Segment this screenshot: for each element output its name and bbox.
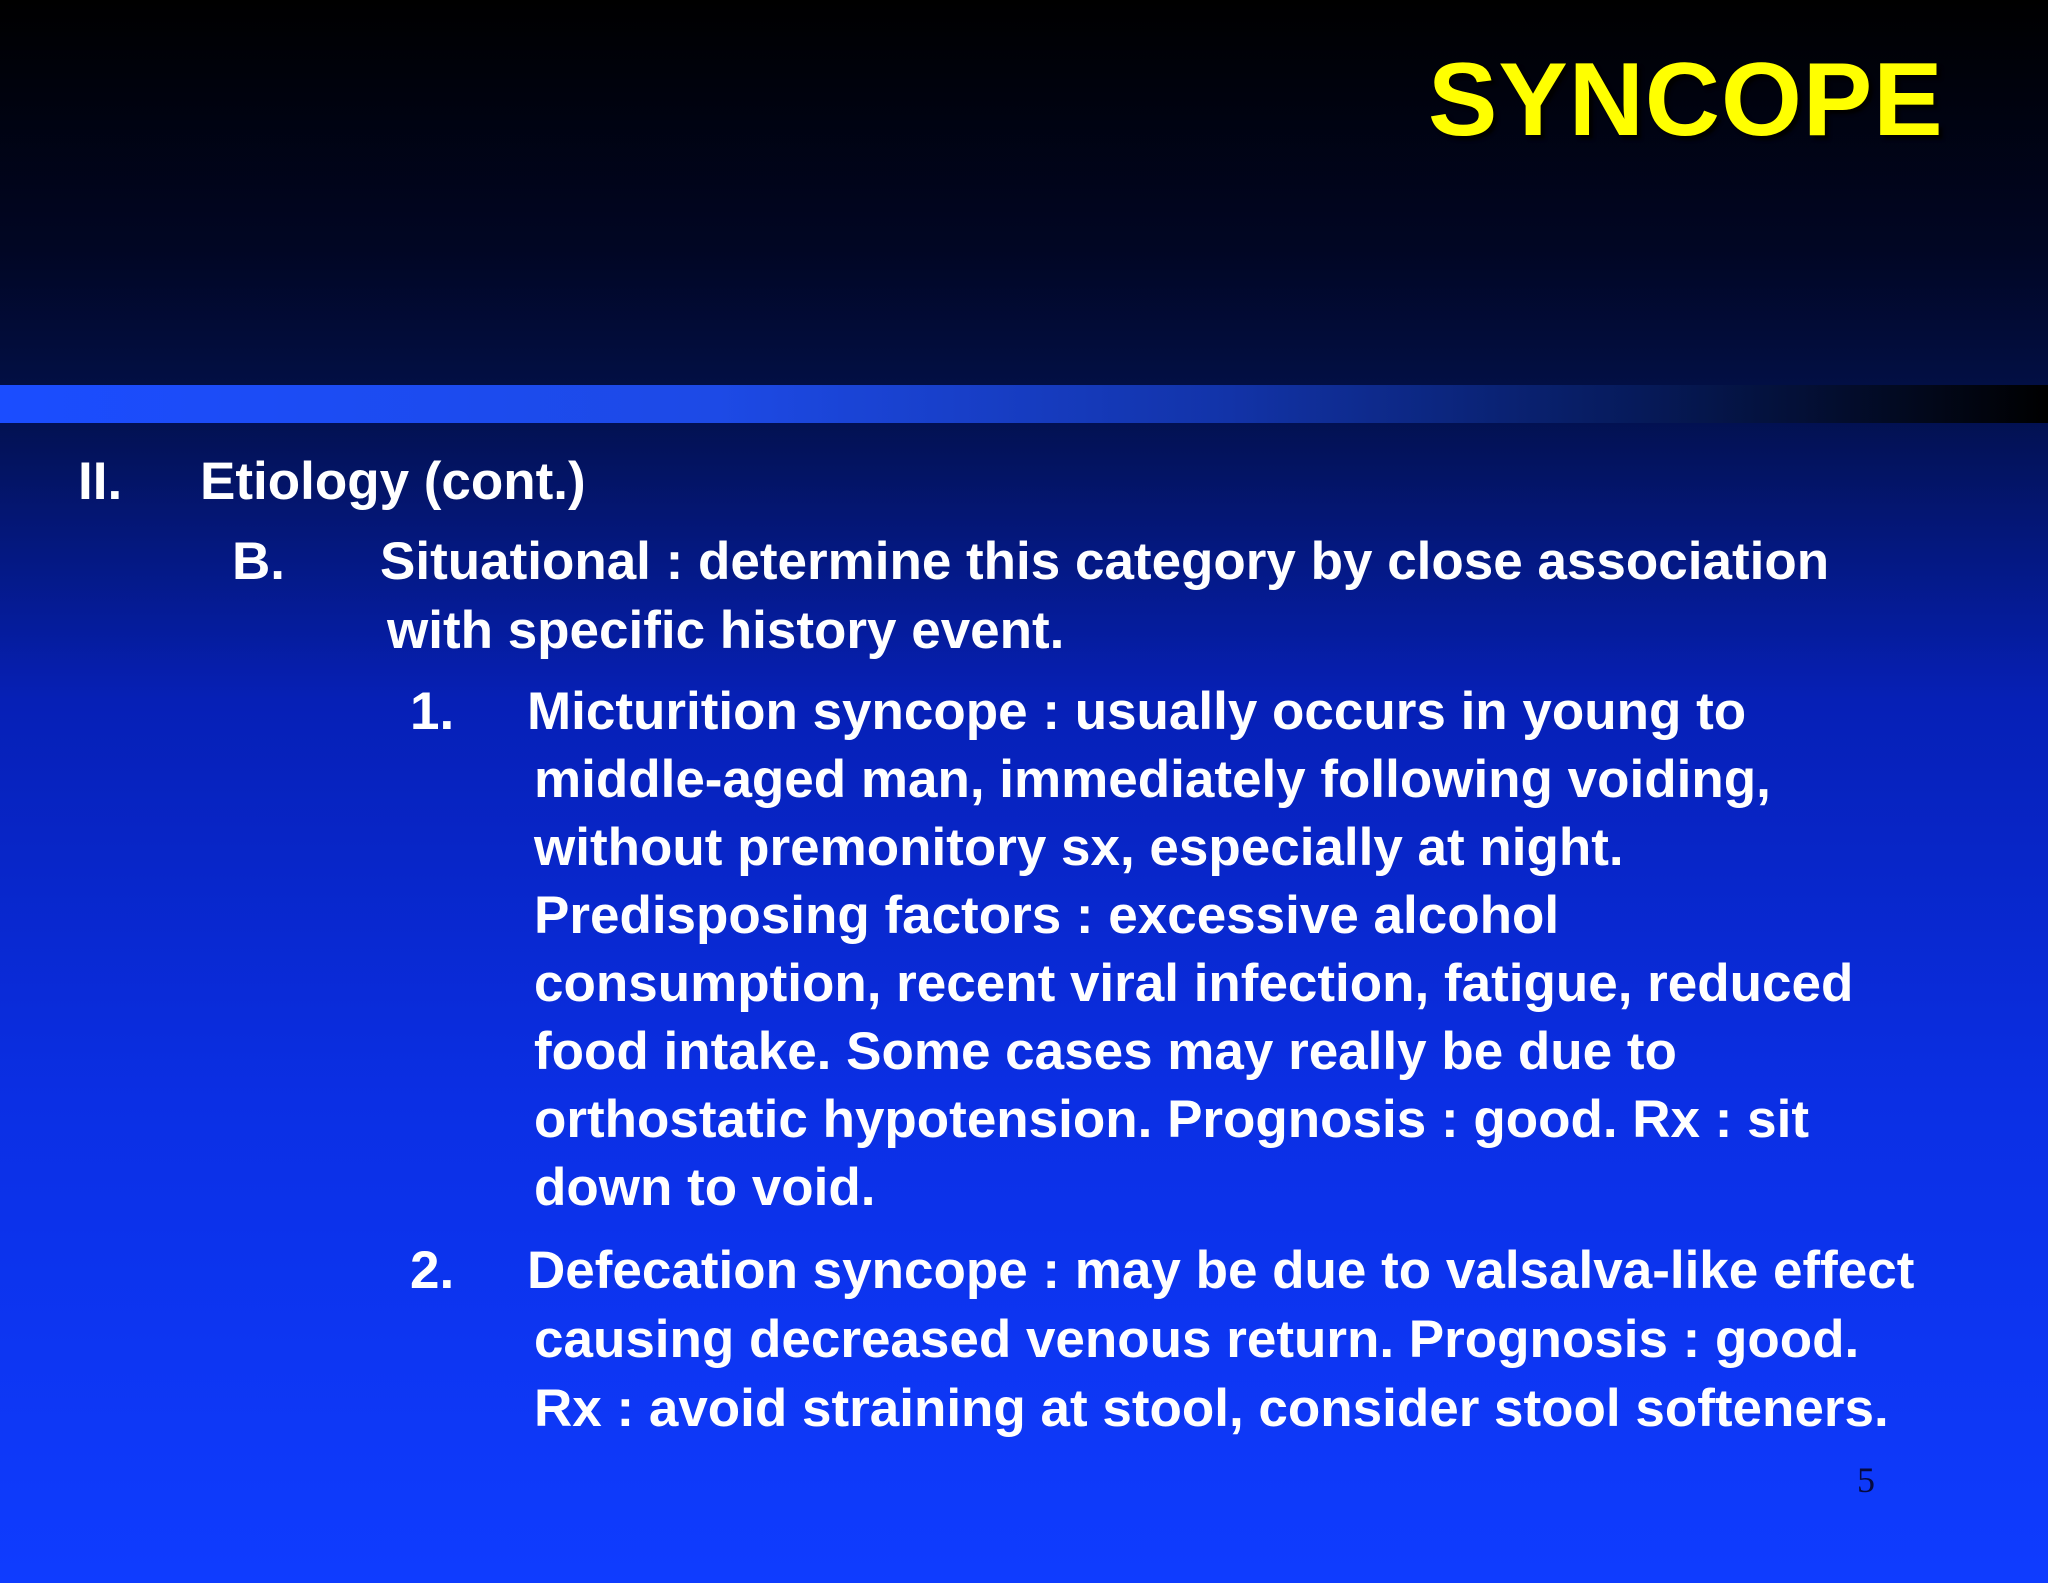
- item-line: food intake. Some cases may really be due to: [534, 1022, 1677, 1081]
- item-label: 1.: [410, 682, 455, 741]
- item-label: 2.: [410, 1241, 455, 1300]
- section-heading: Etiology (cont.): [200, 452, 586, 511]
- item-line: Predisposing factors : excessive alcohol: [534, 886, 1560, 945]
- item-line: Micturition syncope : usually occurs in young to: [527, 682, 1747, 741]
- item-line: without premonitory sx, especially at night.: [534, 818, 1624, 877]
- section-label: II.: [78, 452, 123, 511]
- item-line: consumption, recent viral infection, fatigue, reduced: [534, 954, 1854, 1013]
- subsection-label: B.: [232, 532, 285, 591]
- item-line: orthostatic hypotension. Prognosis : good. Rx : sit: [534, 1090, 1809, 1149]
- item-line: Defecation syncope : may be due to valsalva-like effect: [527, 1241, 1915, 1300]
- item-line: Rx : avoid straining at stool, consider stool softeners.: [534, 1379, 1889, 1438]
- title-divider-band: [0, 385, 2048, 423]
- item-line: down to void.: [534, 1158, 876, 1217]
- page-number: 5: [1857, 1460, 1875, 1500]
- item-line: middle-aged man, immediately following voiding,: [534, 750, 1771, 809]
- slide-title: SYNCOPE: [1428, 42, 1944, 158]
- item-line: causing decreased venous return. Prognosis : good.: [534, 1310, 1860, 1369]
- subsection-line: Situational : determine this category by close association: [380, 532, 1830, 591]
- subsection-line: with specific history event.: [387, 601, 1065, 660]
